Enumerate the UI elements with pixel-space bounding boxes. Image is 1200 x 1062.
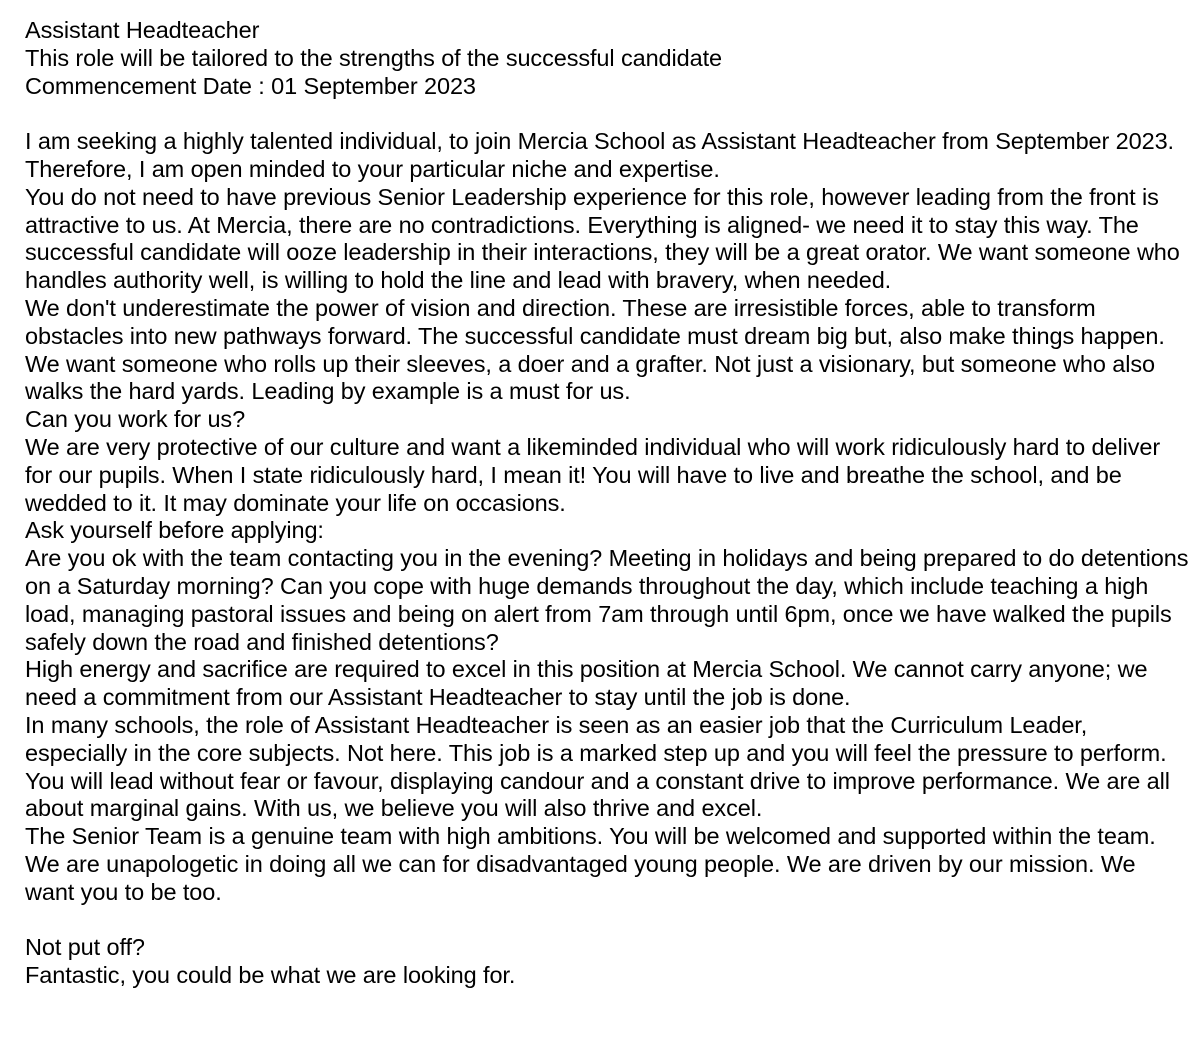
paragraph-role-step-up: In many schools, the role of Assistant Headteacher is seen as an easier job that the Curriculum Leader, especially in the core subjects. Not here. This job is a marked step up and you will feel the pressure to perform. You will lead without fear or favour, displaying candour and a constant drive to improve performance. We are all about marginal gains. With us, we believe you will also thrive and excel. <box>25 711 1170 822</box>
paragraph-demands: Are you ok with the team contacting you in the evening? Meeting in holidays and being prepared to do detentions on a Saturday morning? Can you cope with huge demands throughout the day, which include teaching a high load, managing pastoral issues and being on alert from 7am through until 6pm, once we have walked the pupils safely down the road and finished detentions? <box>25 545 1189 655</box>
paragraph-culture: We are very protective of our culture and want a likeminded individual who will work ridiculously hard to deliver for our pupils. When I state ridiculously hard, I mean it! You will have to live and breathe the school, and be wedded to it. It may dominate your life on occasions. <box>25 433 1161 516</box>
job-title: Assistant Headteacher <box>25 17 260 43</box>
paragraph-senior-team: The Senior Team is a genuine team with high ambitions. You will be welcomed and supported within the team. We are unapologetic in doing all we can for disadvantaged young people. We are driven by our mission. We want you to be too. <box>25 823 1156 905</box>
job-advert-document <box>25 17 1190 990</box>
paragraph-vision: We don't underestimate the power of vision and direction. These are irresistible forces, able to transform obstacles into new pathways forward. The successful candidate must dream big but, also make things happen. We want someone who rolls up their sleeves, a doer and a grafter. Not just a visionary, but someone who also walks the hard yards. Leading by example is a must for us. <box>25 294 1165 405</box>
paragraph-energy: High energy and sacrifice are required to excel in this position at Mercia School. We cannot carry anyone; we need a commitment from our Assistant Headteacher to stay until the job is done. <box>25 656 1148 711</box>
closing-statement: Fantastic, you could be what we are looking for. <box>25 962 516 989</box>
blank-line <box>25 907 1190 935</box>
paragraph-question: Can you work for us? <box>25 406 246 433</box>
blank-line <box>25 100 1190 128</box>
paragraph-leadership: You do not need to have previous Senior Leadership experience for this role, however leading from the front is attractive to us. At Mercia, there are no contradictions. Everything is aligned- we need it to stay this way. The successful candidate will ooze leadership in their interactions, they will be a great orator. We want someone who handles authority well, is willing to hold the line and lead with bravery, when needed. <box>25 183 1180 294</box>
commencement-date: Commencement Date : 01 September 2023 <box>25 72 476 99</box>
paragraph-intro: I am seeking a highly talented individual, to join Mercia School as Assistant Headteacher from September 2023. Therefore, I am open minded to your particular niche and expertise. <box>25 128 1174 182</box>
closing-question: Not put off? <box>25 934 145 961</box>
paragraph-ask-yourself: Ask yourself before applying: <box>25 517 324 544</box>
role-tagline: This role will be tailored to the strengths of the successful candidate <box>25 44 722 71</box>
